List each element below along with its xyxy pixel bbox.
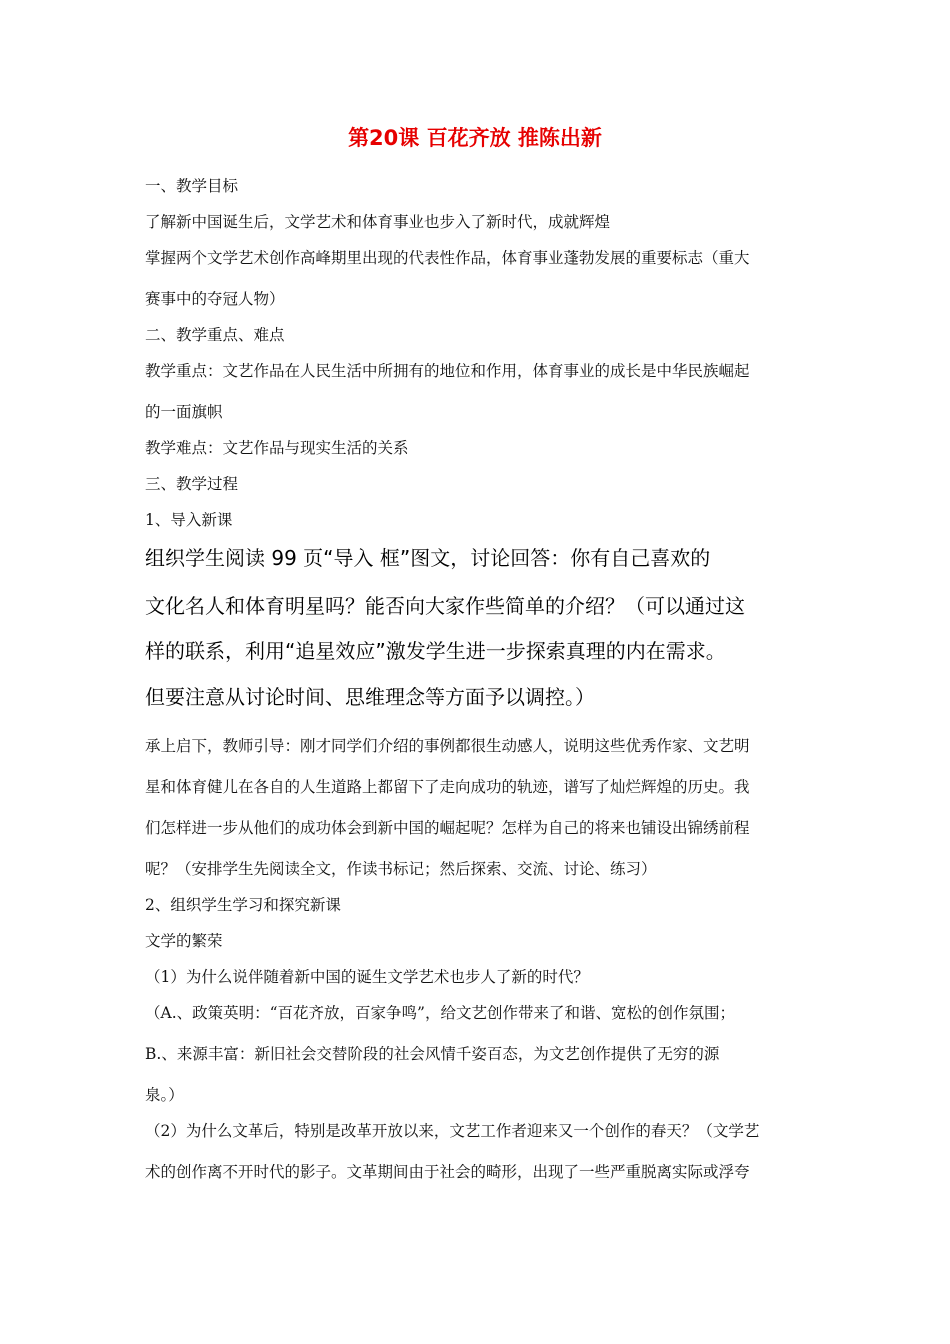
large-text-line: 样的联系，利用“追星效应”激发学生进一步探索真理的内在需求。	[145, 639, 726, 663]
subheading-intro: 1、导入新课	[145, 511, 233, 529]
paragraph-line: 们怎样进一步从他们的成功体会到新中国的崛起呢？怎样为自己的将来也铺设出锦绣前程	[145, 819, 750, 837]
paragraph-line: 呢？（安排学生先阅读全文，作读书标记；然后探索、交流、讨论、练习）	[145, 860, 657, 878]
paragraph-line: B.、来源丰富：新旧社会交替阶段的社会风情千姿百态，为文艺创作提供了无穷的源	[145, 1045, 720, 1063]
paragraph-line: 赛事中的夺冠人物）	[145, 290, 285, 308]
paragraph-line: 教学难点：文艺作品与现实生活的关系	[145, 439, 409, 457]
section-heading-objectives: 一、教学目标	[145, 177, 239, 195]
question-line: （1）为什么说伴随着新中国的诞生文学艺术也步人了新的时代？	[145, 968, 589, 986]
large-text-line: 组织学生阅读 99 页“导入 框”图文，讨论回答：你有自己喜欢的	[145, 546, 711, 570]
paragraph-line: 星和体育健儿在各自的人生道路上都留下了走向成功的轨迹，谱写了灿烂辉煌的历史。我	[145, 778, 750, 796]
paragraph-line: （A.、政策英明：“百花齐放，百家争鸣”，给文艺创作带来了和谐、宽松的创作氛围；	[145, 1004, 735, 1022]
section-heading-key-points: 二、教学重点、难点	[145, 326, 285, 344]
question-line: （2）为什么文革后，特别是改革开放以来，文艺工作者迎来又一个创作的春天？（文学艺	[145, 1122, 760, 1140]
lesson-title: 第20课 百花齐放 推陈出新	[348, 126, 602, 150]
large-text-line: 文化名人和体育明星吗？能否向大家作些简单的介绍？（可以通过这	[145, 594, 745, 618]
section-heading-process: 三、教学过程	[145, 475, 239, 493]
subheading-literature: 文学的繁荣	[145, 932, 223, 950]
paragraph-line: 了解新中国诞生后，文学艺术和体育事业也步入了新时代，成就辉煌	[145, 213, 611, 231]
paragraph-line: 教学重点：文艺作品在人民生活中所拥有的地位和作用，体育事业的成长是中华民族崛起	[145, 362, 750, 380]
paragraph-line: 掌握两个文学艺术创作高峰期里出现的代表性作品，体育事业蓬勃发展的重要标志（重大	[145, 249, 750, 267]
paragraph-line: 承上启下，教师引导：刚才同学们介绍的事例都很生动感人，说明这些优秀作家、文艺明	[145, 737, 750, 755]
large-text-line: 但要注意从讨论时间、思维理念等方面予以调控。）	[145, 685, 595, 709]
subheading-study: 2、组织学生学习和探究新课	[145, 896, 341, 914]
paragraph-line: 的一面旗帜	[145, 403, 223, 421]
paragraph-line: 泉。）	[145, 1086, 184, 1104]
paragraph-line: 术的创作离不开时代的影子。文革期间由于社会的畸形，出现了一些严重脱离实际或浮夸	[145, 1163, 750, 1181]
